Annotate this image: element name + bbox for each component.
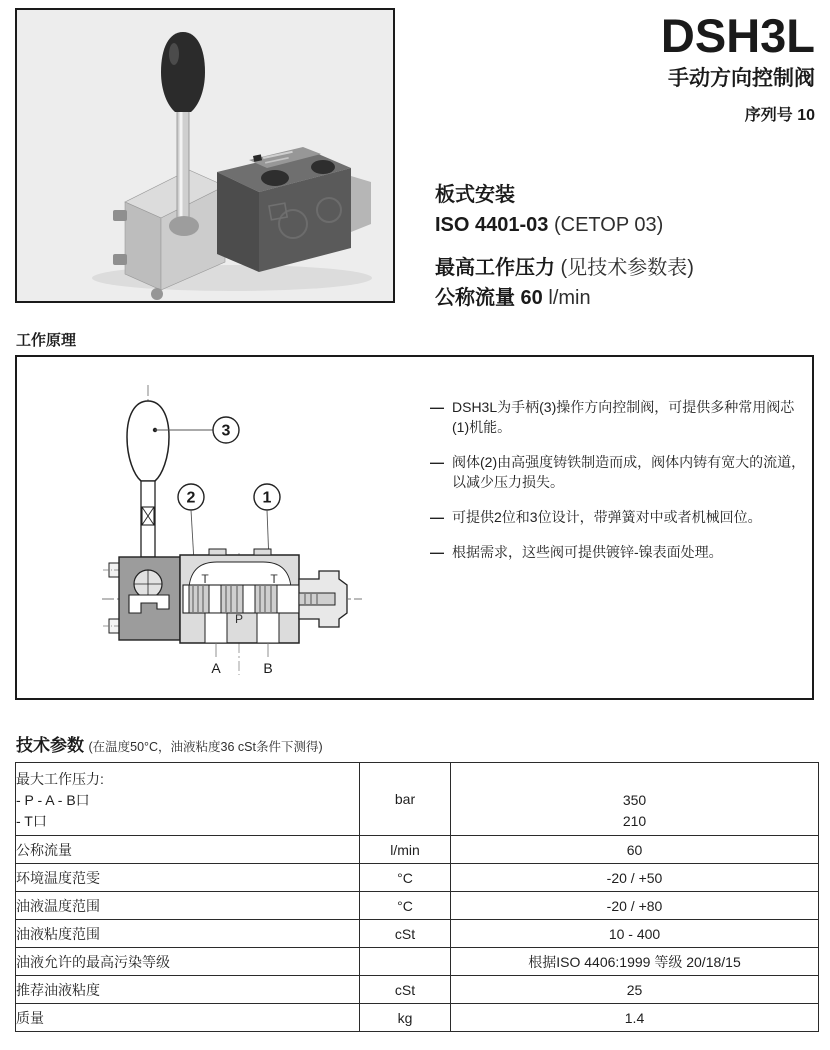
svg-text:T: T: [201, 572, 209, 586]
value-cell: 1.4: [451, 1004, 819, 1032]
param-cell: 环境温度范雯: [16, 864, 360, 892]
unit-cell: cSt: [360, 920, 451, 948]
value-cell: 根据ISO 4406:1999 等级 20/18/15: [451, 948, 819, 976]
max-pressure-line: 最高工作压力 (见技术参数表): [435, 257, 694, 279]
mounting-type: 板式安装: [435, 184, 515, 206]
bolt-icon: [113, 210, 127, 221]
port-b-bore: [257, 613, 279, 643]
unit-cell: l/min: [360, 836, 451, 864]
bolt-icon: [113, 254, 127, 265]
bullet-dash: —: [430, 399, 444, 415]
tech-params-table: [15, 762, 819, 1032]
unit-cell: cSt: [360, 976, 451, 1004]
param-cell: 油液温度范围: [16, 892, 360, 920]
bullet-item: [430, 507, 808, 527]
svg-text:2: 2: [186, 489, 196, 507]
callout-2: [178, 484, 204, 566]
value-cell: 10 - 400: [451, 920, 819, 948]
series-number: 序列号 10: [744, 107, 815, 124]
end-cap-section: [299, 571, 347, 627]
param-cell: 最大工作压力: - P - A - B口 - T口: [16, 763, 360, 836]
end-cap: [351, 176, 371, 232]
mounting-standard: ISO 4401-03 (CETOP 03): [435, 214, 664, 236]
lever-knob: [161, 32, 205, 112]
bullet-text: 可提供2位和3位设计，带弹簧对中或者机械回位。: [452, 509, 762, 525]
product-title: DSH3L: [660, 9, 815, 62]
product-photo-frame: [15, 8, 395, 303]
table-row: [16, 864, 819, 892]
svg-text:1: 1: [262, 489, 272, 507]
unit-cell: °C: [360, 892, 451, 920]
port-labels: [211, 643, 272, 676]
svg-text:P: P: [234, 612, 244, 626]
bullet-dash: —: [430, 454, 444, 470]
table-row: [16, 763, 819, 836]
spool-land-hatch: [189, 585, 277, 613]
nominal-flow-line: 公称流量 60 l/min: [435, 287, 591, 309]
table-row: [16, 976, 819, 1004]
param-cell: 质量: [16, 1004, 360, 1032]
mounting-hole: [261, 170, 289, 186]
unit-cell: °C: [360, 864, 451, 892]
bullet-text: DSH3L为手柄(3)操作方向控制阀，可提供多种常用阀芯(1)机能。: [452, 399, 795, 435]
value-cell: 25: [451, 976, 819, 1004]
valve-cross-section-diagram: [17, 357, 437, 694]
working-principle-box: [15, 355, 814, 700]
svg-text:B: B: [263, 660, 273, 676]
table-row: [16, 920, 819, 948]
title-block: [660, 9, 815, 125]
value-cell: 60: [451, 836, 819, 864]
value-cell: -20 / +80: [451, 892, 819, 920]
mounting-hole: [311, 160, 335, 174]
product-subtitle: 手动方向控制阀: [668, 67, 815, 90]
spec-block: [435, 180, 694, 313]
table-row: [16, 948, 819, 976]
working-principle-bullets: [430, 397, 808, 577]
tech-params-title: 技术参数: [16, 736, 84, 755]
bullet-item: [430, 542, 808, 562]
table-row: [16, 1004, 819, 1032]
bullet-item: [430, 452, 808, 492]
unit-cell: [360, 948, 451, 976]
value-cell: -20 / +50: [451, 864, 819, 892]
bullet-dash: —: [430, 544, 444, 560]
table-row: [16, 892, 819, 920]
lever-pivot: [169, 216, 199, 236]
tech-params-heading: [16, 731, 323, 756]
unit-cell: kg: [360, 1004, 451, 1032]
lever-housing: [119, 557, 180, 640]
value-cell: 350 210: [451, 763, 819, 836]
product-photo: [17, 10, 393, 301]
bullet-text: 根据需求，这些阀可提供镀锌-镍表面处理。: [452, 544, 723, 560]
working-principle-heading: 工作原理: [16, 332, 77, 349]
table-row: [16, 836, 819, 864]
param-cell: 油液允许的最高污染等级: [16, 948, 360, 976]
bullet-item: [430, 397, 808, 437]
lever-rod: [177, 106, 189, 234]
svg-text:A: A: [211, 660, 221, 676]
svg-text:T: T: [270, 572, 278, 586]
param-cell: 公称流量: [16, 836, 360, 864]
bolt-icon: [151, 288, 163, 300]
port-a-bore: [205, 613, 227, 643]
valve-body-section: [180, 549, 299, 643]
bullet-text: 阀体(2)由高强度铸铁制造而成，阀体内铸有宽大的流道，以减少压力损失。: [452, 454, 806, 490]
svg-text:3: 3: [221, 422, 231, 440]
param-cell: 油液粘度范围: [16, 920, 360, 948]
bullet-dash: —: [430, 509, 444, 525]
param-cell: 推荐油液粘度: [16, 976, 360, 1004]
handle-outline: [127, 401, 169, 557]
unit-cell: bar: [360, 763, 451, 836]
tech-params-note: (在温度50°C，油液粘度36 cSt条件下测得): [88, 740, 323, 754]
